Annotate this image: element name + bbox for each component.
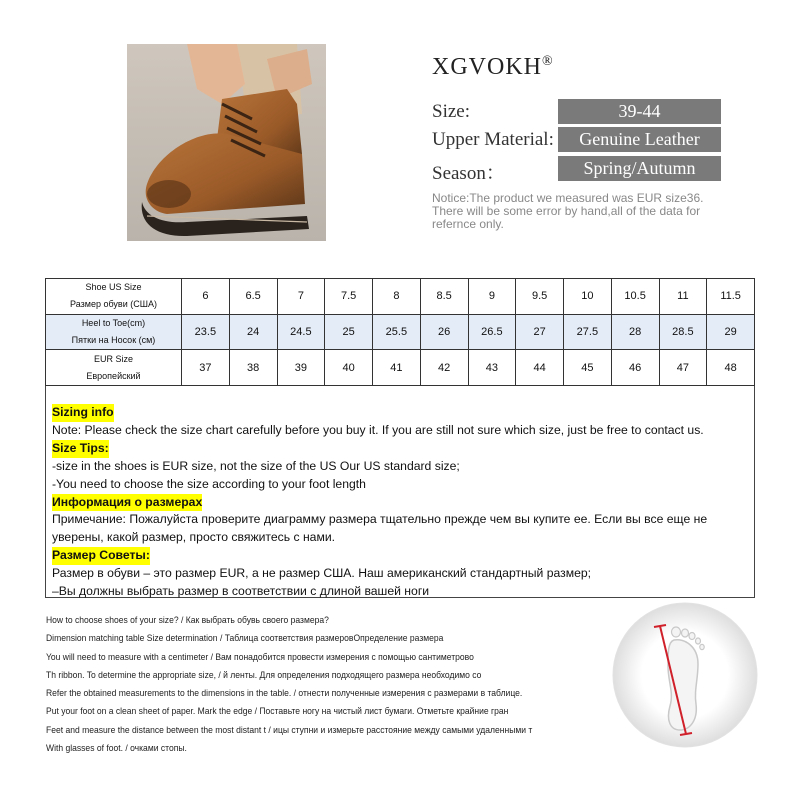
table-cell: 28 <box>611 314 659 350</box>
sizing-info-box <box>45 386 755 598</box>
table-cell: 6 <box>182 279 230 315</box>
table-cell: 6.5 <box>229 279 277 315</box>
table-cell: 9.5 <box>516 279 564 315</box>
ru-note: уверены, какой размер, просто свяжитесь с нами. <box>52 530 336 545</box>
table-cell: 45 <box>564 350 612 386</box>
size-tips-heading: Size Tips: <box>52 440 109 458</box>
table-cell: 47 <box>659 350 707 386</box>
spec-season-value: Spring/Autumn <box>558 156 721 181</box>
table-cell: 29 <box>707 314 755 350</box>
table-row-heel-to-toe <box>46 314 755 350</box>
table-cell: 38 <box>229 350 277 386</box>
howto-line: Refer the obtained measurements to the dimensions in the table. / отнести полученные измерения с размерами в таблице. <box>46 688 523 700</box>
ru-tips-heading: Размер Советы: <box>52 547 150 565</box>
table-cell: 24.5 <box>277 314 325 350</box>
table-cell: 37 <box>182 350 230 386</box>
howto-line: Put your foot on a clean sheet of paper. Mark the edge / Поставьте ногу на чистый лист бумаги. Отметьте крайние гран <box>46 706 509 718</box>
ru-sizing-heading: Информация о размерах <box>52 494 202 512</box>
howto-line: Th ribbon. To determine the appropriate size, / й ленты. Для определения подходящего размера необходимо со <box>46 669 482 681</box>
table-cell: 26.5 <box>468 314 516 350</box>
leather-boot-photo-icon <box>127 44 326 241</box>
table-cell: 11.5 <box>707 279 755 315</box>
table-cell: 8 <box>373 279 421 315</box>
row-header: EUR Size Европейский <box>46 350 182 386</box>
spec-size-label: Size: <box>432 101 470 122</box>
table-cell: 41 <box>373 350 421 386</box>
howto-line: With glasses of foot. / очками стопы. <box>46 743 187 755</box>
table-cell: 48 <box>707 350 755 386</box>
table-cell: 10.5 <box>611 279 659 315</box>
table-cell: 27 <box>516 314 564 350</box>
ru-note: Примечание: Пожалуйста проверите диаграмму размера тщательно прежде чем вы купите ее. Если вы все еще не <box>52 512 708 527</box>
size-tip: -You need to choose the size according to your foot length <box>52 476 366 491</box>
ru-tip: Размер в обуви – это размер EUR, а не размер США. Наш американский стандартный размер; <box>52 566 592 581</box>
table-cell: 10 <box>564 279 612 315</box>
table-cell: 7 <box>277 279 325 315</box>
howto-line: How to choose shoes of your size? / Как выбрать обувь своего размера? <box>46 615 329 626</box>
brand-name: XGVOKH® <box>432 54 554 80</box>
notice-line: Notice:The product we measured was EUR size36. <box>432 191 704 205</box>
ru-tip: –Вы должны выбрать размер в соответствии с длиной вашей ноги <box>52 584 430 599</box>
foot-measure-illustration <box>612 602 758 748</box>
spec-material-value: Genuine Leather <box>558 127 721 152</box>
spec-size-value: 39-44 <box>558 99 721 124</box>
sizing-note: Note: Please check the size chart carefully before you buy it. If you are still not sure which size, just be free to contact us. <box>52 422 704 437</box>
product-photo <box>127 44 326 241</box>
table-cell: 25 <box>325 314 373 350</box>
spec-season-label: Season： <box>432 163 505 184</box>
table-cell: 26 <box>420 314 468 350</box>
table-cell: 44 <box>516 350 564 386</box>
howto-line: You will need to measure with a centimeter / Вам понадобится провести измерения с помощью сантиметрово <box>46 651 474 663</box>
row-header: Heel to Toe(cm) Пятки на Носок (см) <box>46 314 182 350</box>
notice-line: There will be some error by hand,all of the data for <box>432 204 701 218</box>
table-cell: 28.5 <box>659 314 707 350</box>
table-cell: 43 <box>468 350 516 386</box>
table-cell: 27.5 <box>564 314 612 350</box>
table-cell: 8.5 <box>420 279 468 315</box>
table-cell: 46 <box>611 350 659 386</box>
notice-line: refernce only. <box>432 217 504 231</box>
row-header: Shoe US Size Размер обуви (США) <box>46 279 182 315</box>
table-cell: 40 <box>325 350 373 386</box>
howto-line: Dimension matching table Size determination / Таблица соответствия размеровОпределение размера <box>46 633 444 645</box>
sizing-info-heading: Sizing info <box>52 404 114 422</box>
table-cell: 23.5 <box>182 314 230 350</box>
spec-material-label: Upper Material: <box>432 129 554 150</box>
table-cell: 9 <box>468 279 516 315</box>
table-cell: 24 <box>229 314 277 350</box>
table-cell: 25.5 <box>373 314 421 350</box>
size-chart-table <box>45 278 755 386</box>
size-tip: -size in the shoes is EUR size, not the size of the US Our US standard size; <box>52 458 460 473</box>
foot-measure-icon <box>612 602 758 748</box>
table-cell: 11 <box>659 279 707 315</box>
table-cell: 7.5 <box>325 279 373 315</box>
table-row-eur-size <box>46 350 755 386</box>
notice-text <box>432 192 732 231</box>
howto-line: Feet and measure the distance between the most distant t / ицы ступни и измерьте расстояние между самыми удаленными т <box>46 724 533 736</box>
table-cell: 42 <box>420 350 468 386</box>
table-cell: 39 <box>277 350 325 386</box>
table-row-us-size <box>46 279 755 315</box>
how-to-measure-text <box>46 612 586 758</box>
